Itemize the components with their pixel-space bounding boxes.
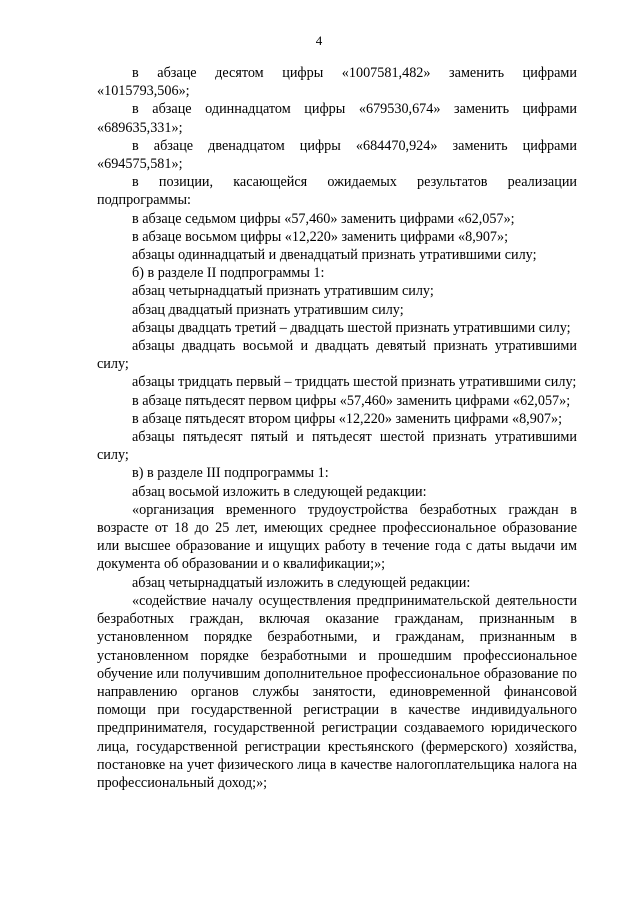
paragraph: абзацы двадцать третий – двадцать шестой признать утратившими силу; [132,319,571,336]
paragraph: абзацы тридцать первый – тридцать шестой признать утратившими силу; [132,374,577,391]
page-number: 4 [315,33,323,48]
paragraph: «организация временного трудоустройства безработных граждан в возрасте от 18 до 25 лет, имеющих среднее профессиональное образование или высшее образование и ищущих работу в течение года с даты выдачи им документа об образовании и о квалификации;»; [97,501,577,573]
paragraph: в абзаце пятьдесят втором цифры «12,220» заменить цифрами «8,907»; [132,410,563,427]
paragraph: абзац восьмой изложить в следующей редакции: [132,483,427,500]
paragraph: абзац двадцатый признать утратившим силу; [132,301,404,318]
paragraph: «содействие началу осуществления предпринимательской деятельности безработных граждан, включая оказание гражданам, признанным в установленном порядке безработными, и гражданам, признанным в установленном порядке безработными и прошедшим профессиональное обучение или получившим дополнительное профессиональное образование по направлению органов службы занятости, единовременной финансовой помощи при государственной регистрации в качестве индивидуального предпринимателя, государственной регистрации создаваемого юридического лица, государственной регистрации крестьянского (фермерского) хозяйства, постановке на учет физического лица в качестве налогоплательщика налога на профессиональный доход;»; [97,592,577,791]
paragraph: в абзаце двенадцатом цифры «684470,924» заменить цифрами «694575,581»; [97,137,577,173]
paragraph: абзац четырнадцатый признать утратившим силу; [132,283,434,300]
paragraph: в позиции, касающейся ожидаемых результатов реализации подпрограммы: [97,174,577,209]
paragraph: абзацы пятьдесят пятый и пятьдесят шестой признать утратившими силу; [97,429,577,464]
paragraph: в абзаце седьмом цифры «57,460» заменить цифрами «62,057»; [132,210,515,227]
paragraph: в абзаце восьмом цифры «12,220» заменить цифрами «8,907»; [132,228,509,245]
paragraph: в абзаце десятом цифры «1007581,482» заменить цифрами «1015793,506»; [97,65,577,100]
paragraph: в абзаце пятьдесят первом цифры «57,460» заменить цифрами «62,057»; [132,392,571,409]
paragraph: абзац четырнадцатый изложить в следующей редакции: [132,574,471,591]
paragraph: абзацы одиннадцатый и двенадцатый признать утратившими силу; [132,247,537,264]
document-body [97,64,577,792]
paragraph: в) в разделе III подпрограммы 1: [132,465,329,482]
paragraph: б) в разделе II подпрограммы 1: [132,265,325,282]
paragraph: абзацы двадцать восьмой и двадцать девятый признать утратившими силу; [97,338,577,373]
paragraph: в абзаце одиннадцатом цифры «679530,674» заменить цифрами «689635,331»; [97,101,577,136]
